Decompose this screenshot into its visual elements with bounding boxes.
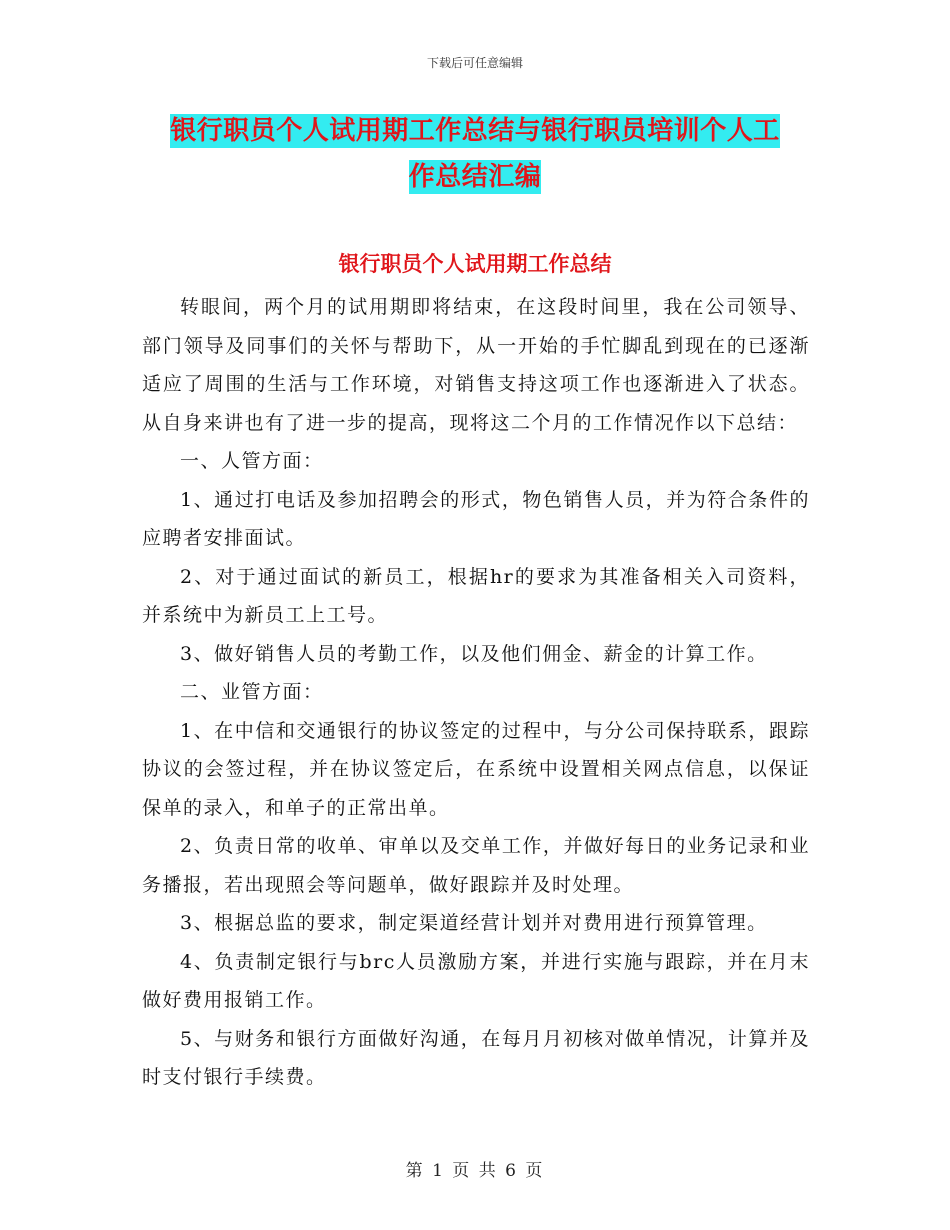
paragraph: 2、负责日常的收单、审单以及交单工作，并做好每日的业务记录和业务播报，若出现照会等问题单，做好跟踪并及时处理。 [142,835,810,896]
paragraph: 二、业管方面： [180,681,324,703]
paragraph: 4、负责制定银行与brc人员激励方案，并进行实施与跟踪，并在月末做好费用报销工作。 [142,950,810,1011]
document-title [0,108,950,200]
document-title-line1: 银行职员个人试用期工作总结与银行职员培训个人工 [170,116,780,146]
paragraph: 转眼间，两个月的试用期即将结束，在这段时间里，我在公司领导、部门领导及同事们的关怀与帮助下，从一开始的手忙脚乱到现在的已逐渐适应了周围的生活与工作环境，对销售支持这项工作也逐渐进入了状态。从自身来讲也有了进一步的提高，现将这二个月的工作情况作以下总结： [142,296,810,434]
paragraph: 1、通过打电话及参加招聘会的形式，物色销售人员，并为符合条件的应聘者安排面试。 [142,488,810,549]
paragraph: 5、与财务和银行方面做好沟通，在每月月初核对做单情况，计算并及时支付银行手续费。 [142,1027,810,1088]
paragraph: 1、在中信和交通银行的协议签定的过程中，与分公司保持联系，跟踪协议的会签过程，并在协议签定后，在系统中设置相关网点信息，以保证保单的录入，和单子的正常出单。 [142,719,810,819]
section-title: 银行职员个人试用期工作总结 [338,252,612,276]
paragraph: 3、根据总监的要求，制定渠道经营计划并对费用进行预算管理。 [180,912,768,934]
paragraph: 一、人管方面： [180,450,324,472]
header-note: 下载后可任意编辑 [426,56,523,70]
document-title-line2: 作总结汇编 [408,162,542,192]
document-body [142,288,810,1097]
page-footer: 第 1 页 共 6 页 [405,1161,545,1181]
paragraph: 2、对于通过面试的新员工，根据hr的要求为其准备相关入司资料，并系统中为新员工上工号。 [142,565,810,626]
paragraph: 3、做好销售人员的考勤工作，以及他们佣金、薪金的计算工作。 [180,642,768,665]
